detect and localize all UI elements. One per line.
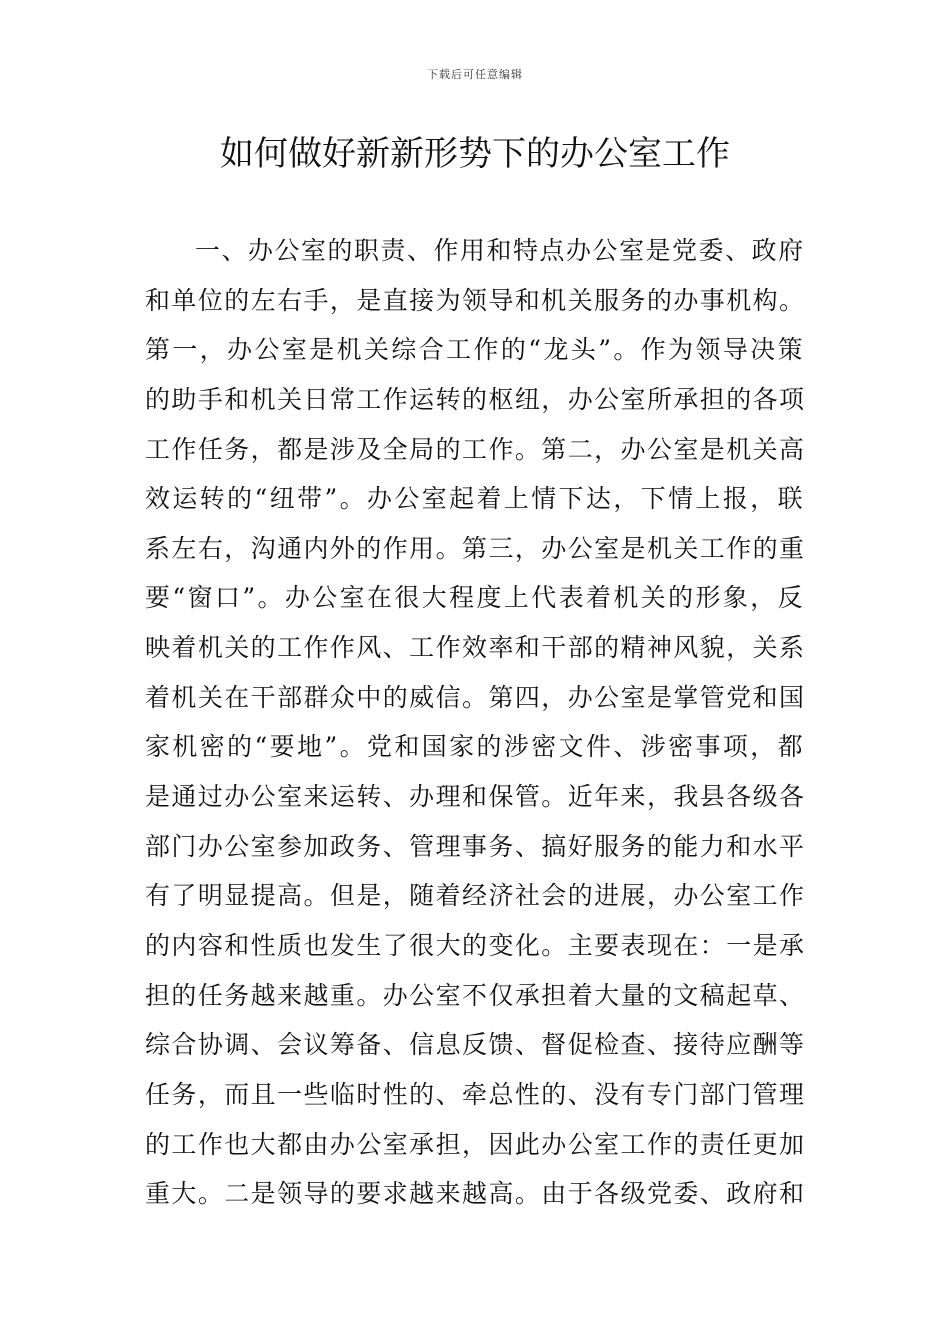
body-line: 综合协调、会议筹备、信息反馈、督促检查、接待应酬等 <box>145 1030 805 1060</box>
body-line: 部门办公室参加政务、管理事务、搞好服务的能力和水平 <box>145 831 805 861</box>
body-line: 是通过办公室来运转、办理和保管。近年来，我县各级各 <box>145 782 805 812</box>
body-line: 一、办公室的职责、作用和特点办公室是党委、政府 <box>195 236 805 265</box>
body-line: 的助手和机关日常工作运转的枢纽，办公室所承担的各项 <box>145 384 805 414</box>
body-line: 任务，而且一些临时性的、牵总性的、没有专门部门管理 <box>145 1079 805 1109</box>
body-paragraph <box>145 226 805 1219</box>
body-line: 重大。二是领导的要求越来越高。由于各级党委、政府和 <box>145 1179 805 1209</box>
header-note: 下载后可任意编辑 <box>427 68 523 81</box>
body-line: 担的任务越来越重。办公室不仅承担着大量的文稿起草、 <box>145 980 805 1010</box>
body-line: 的工作也大都由办公室承担，因此办公室工作的责任更加 <box>145 1129 805 1159</box>
body-line: 效运转的“纽带”。办公室起着上情下达，下情上报，联 <box>145 484 805 514</box>
body-line: 要“窗口”。办公室在很大程度上代表着机关的形象，反 <box>145 583 805 613</box>
body-line: 有了明显提高。但是，随着经济社会的进展，办公室工作 <box>145 881 805 911</box>
body-line: 第一，办公室是机关综合工作的“龙头”。作为领导决策 <box>145 335 805 365</box>
body-line: 映着机关的工作作风、工作效率和干部的精神风貌，关系 <box>145 633 805 663</box>
body-line: 和单位的左右手，是直接为领导和机关服务的办事机构。 <box>145 285 805 315</box>
body-line: 系左右，沟通内外的作用。第三，办公室是机关工作的重 <box>145 533 805 563</box>
body-line: 的内容和性质也发生了很大的变化。主要表现在：一是承 <box>145 930 805 960</box>
body-line: 家机密的“要地”。党和国家的涉密文件、涉密事项，都 <box>145 732 805 762</box>
body-line: 工作任务，都是涉及全局的工作。第二，办公室是机关高 <box>145 434 805 464</box>
document-title: 如何做好新新形势下的办公室工作 <box>220 134 730 174</box>
body-line: 着机关在干部群众中的威信。第四，办公室是掌管党和国 <box>145 682 805 712</box>
